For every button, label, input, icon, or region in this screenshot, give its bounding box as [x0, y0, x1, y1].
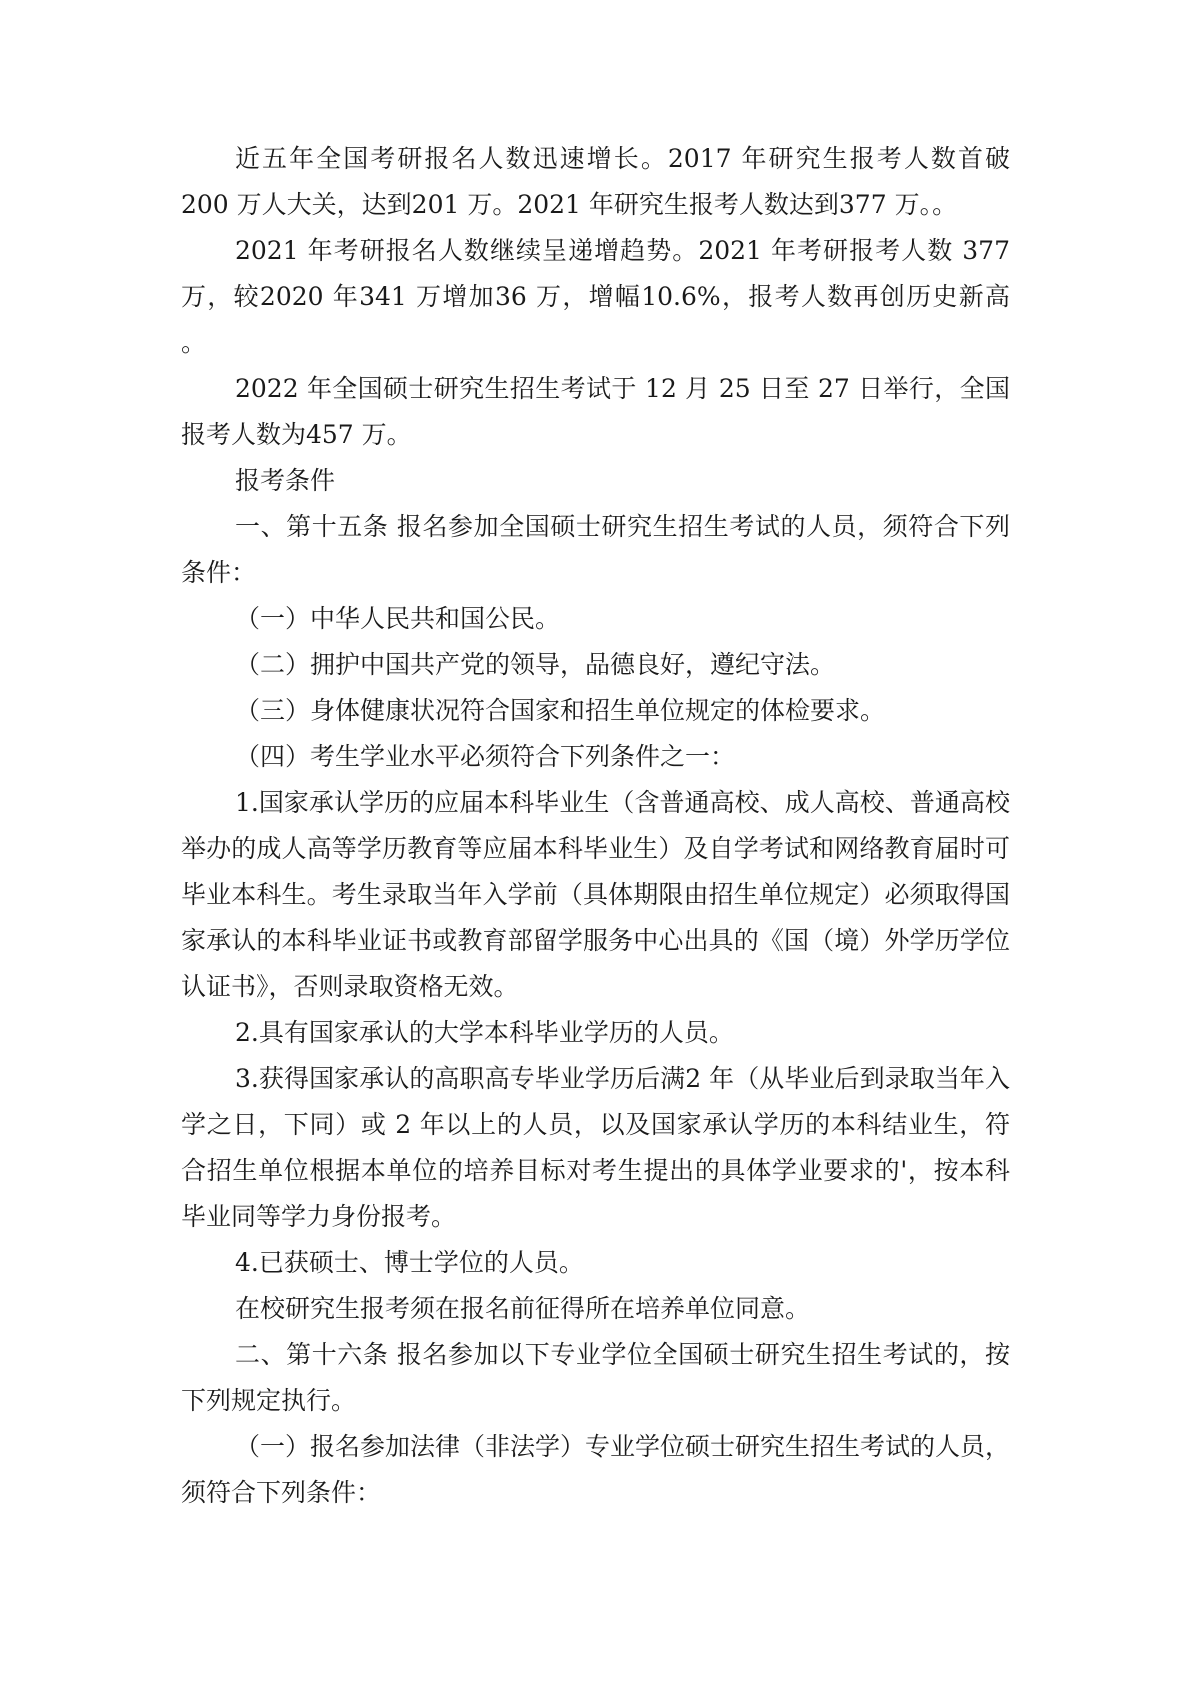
academic-condition-2: 2.具有国家承认的大学本科毕业学历的人员。: [235, 1018, 734, 1047]
academic-condition-1: 1.国家承认学历的应届本科毕业生（含普通高校、成人高校、普通高校举办的成人高等学历教育等应届本科毕业生）及自学考试和网络教育届时可毕业本科生。考生录取当年入学前（具体期限由招生单位规定）必须取得国家承认的本科毕业证书或教育部留学服务中心出具的《国（境）外学历学位认证书》，否则录取资格无效。: [181, 788, 1010, 1001]
paragraph-article-15: 一、第十五条 报名参加全国硕士研究生招生考试的人员，须符合下列条件：: [181, 512, 1010, 587]
paragraph-2022-exam: 2022 年全国硕士研究生招生考试于 12 月 25 日至 27 日举行，全国报考人数为457 万。: [181, 374, 1010, 449]
condition-item-4: （四）考生学业水平必须符合下列条件之一：: [235, 742, 736, 771]
paragraph-current-students: 在校研究生报考须在报名前征得所在培养单位同意。: [235, 1294, 811, 1323]
paragraph-law-degree: （一）报名参加法律（非法学）专业学位硕士研究生招生考试的人员，须符合下列条件：: [181, 1432, 1011, 1507]
condition-item-3: （三）身体健康状况符合国家和招生单位规定的体检要求。: [235, 696, 886, 725]
condition-item-1: （一）中华人民共和国公民。: [235, 604, 561, 633]
section-heading-requirements: 报考条件: [235, 466, 336, 495]
academic-condition-4: 4.已获硕士、博士学位的人员。: [235, 1248, 584, 1277]
paragraph-article-16: 二、第十六条 报名参加以下专业学位全国硕士研究生招生考试的，按下列规定执行。: [181, 1340, 1010, 1415]
paragraph-enrollment-growth: 近五年全国考研报名人数迅速增长。2017 年研究生报考人数首破 200 万人大关，达到201 万。2021 年研究生报考人数达到377 万。。: [181, 144, 1010, 219]
academic-condition-3: 3.获得国家承认的高职高专毕业学历后满2 年（从毕业后到录取当年入学之日，下同）或 2 年以上的人员，以及国家承认学历的本科结业生，符合招生单位根据本单位的培养目标对考生提出的具体学业要求的'，按本科毕业同等学力身份报考。: [181, 1064, 1010, 1231]
condition-item-2: （二）拥护中国共产党的领导，品德良好，遵纪守法。: [235, 650, 836, 679]
paragraph-2021-trend: 2021 年考研报名人数继续呈递增趋势。2021 年考研报考人数 377 万，较2020 年341 万增加36 万，增幅10.6%，报考人数再创历史新高 。: [181, 236, 1010, 357]
